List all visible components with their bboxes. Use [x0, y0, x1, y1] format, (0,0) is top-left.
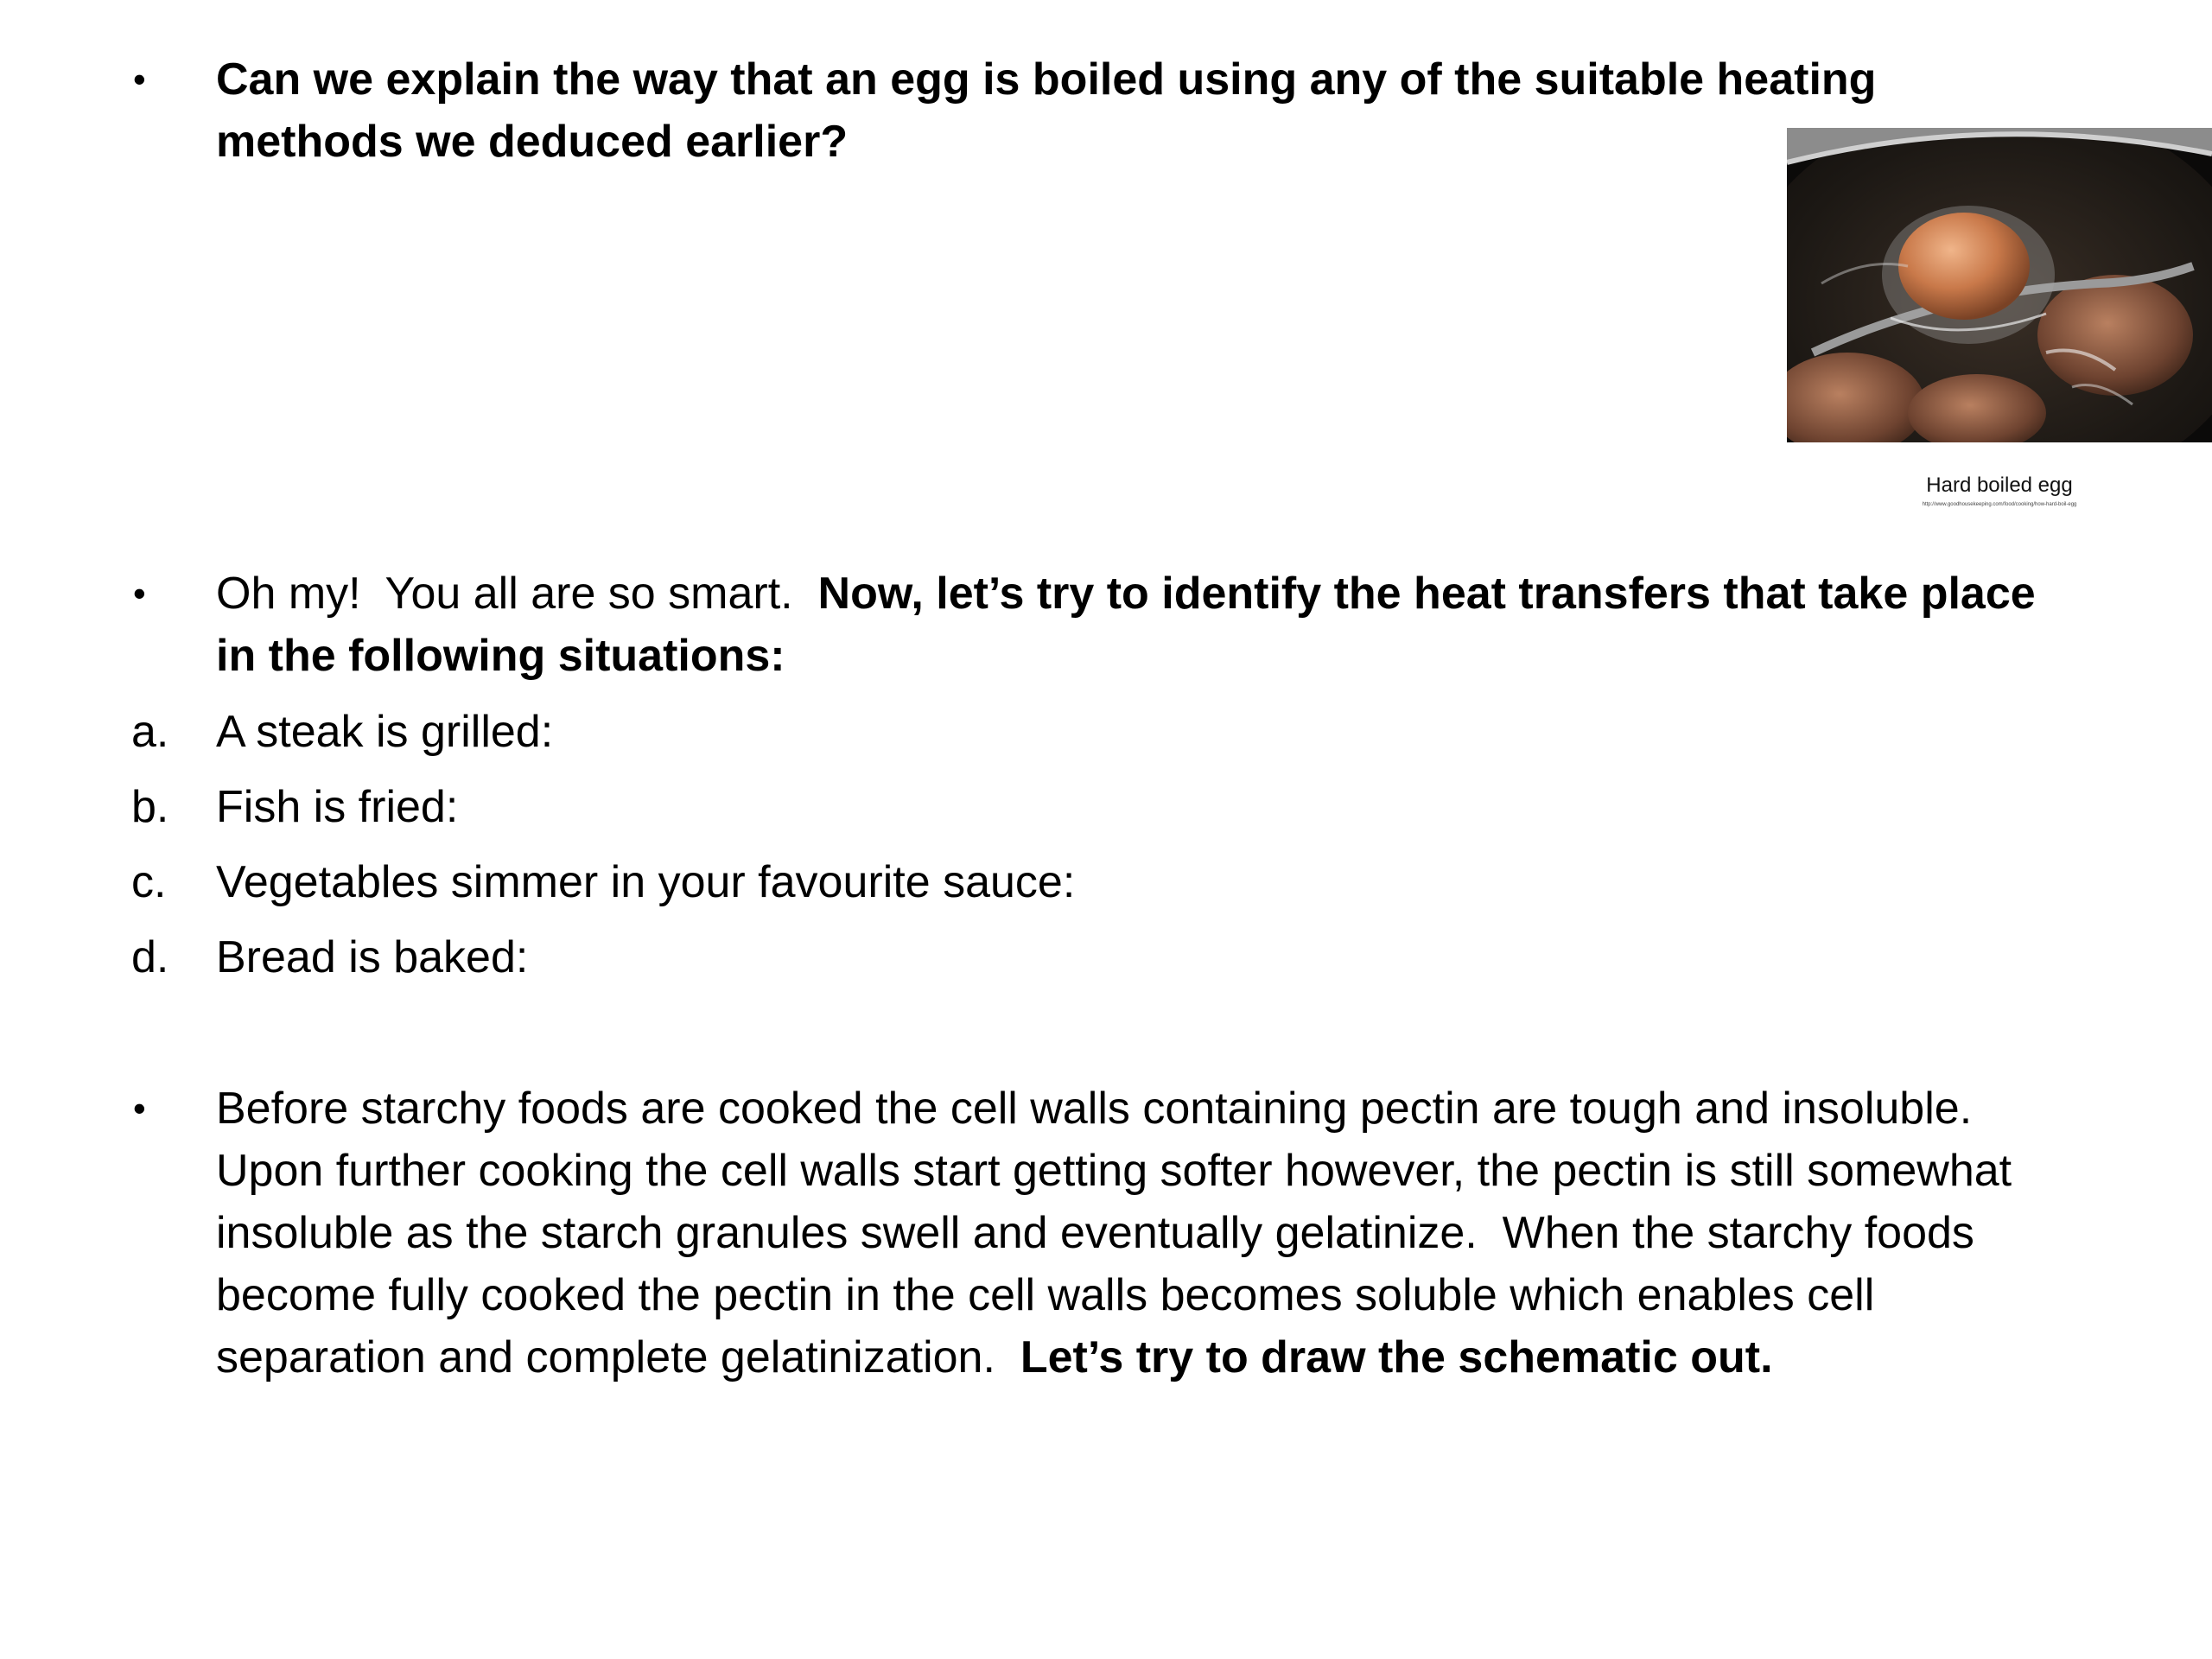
bullet-marker: •	[133, 573, 146, 613]
list-item-text: Bread is baked:	[216, 932, 529, 982]
question-egg-bold: Can we explain the way that an egg is boiled using any of the suitable heating methods we deduced earlier?	[216, 54, 1877, 167]
list-item-text: Fish is fried:	[216, 782, 459, 832]
paragraph-starch-prompt: Let’s try to draw the schematic out.	[1020, 1332, 1773, 1382]
paragraph-starch-body: Before starchy foods are cooked the cell walls containing pectin are tough and insoluble. Upon further cooking the cell walls start getting softer however, the pectin is still somewhat insoluble as the starch granules swell and eventually gelatinize. When the starchy foods become fully cooked the pectin in the cell walls becomes soluble which enables cell separation and complete gelatinization.	[216, 1084, 2024, 1382]
question-heat-transfer-prompt: Now, let’s try to identify the heat transfers that take place in the following situations:	[216, 569, 2036, 681]
image-caption: Hard boiled egg	[1926, 474, 2073, 497]
list-marker: c.	[131, 857, 167, 907]
list-marker: a.	[131, 707, 169, 757]
boiled-egg-photo	[1787, 128, 2212, 442]
bullet-marker: •	[133, 1088, 146, 1128]
question-egg-text	[216, 48, 1944, 173]
question-heat-transfer-text	[216, 563, 2074, 687]
egg-image	[1787, 128, 2212, 442]
question-heat-transfer-intro: Oh my! You all are so smart.	[216, 569, 818, 619]
list-marker: d.	[131, 932, 169, 982]
list-item-text: A steak is grilled:	[216, 707, 554, 757]
list-marker: b.	[131, 782, 169, 832]
bullet-marker: •	[133, 59, 146, 99]
image-source-url: http://www.goodhousekeeping.com/food/cooking/how-hard-boil-egg	[1922, 502, 2077, 507]
paragraph-starch-text	[216, 1077, 2074, 1389]
list-item-text: Vegetables simmer in your favourite sauce:	[216, 857, 1076, 907]
